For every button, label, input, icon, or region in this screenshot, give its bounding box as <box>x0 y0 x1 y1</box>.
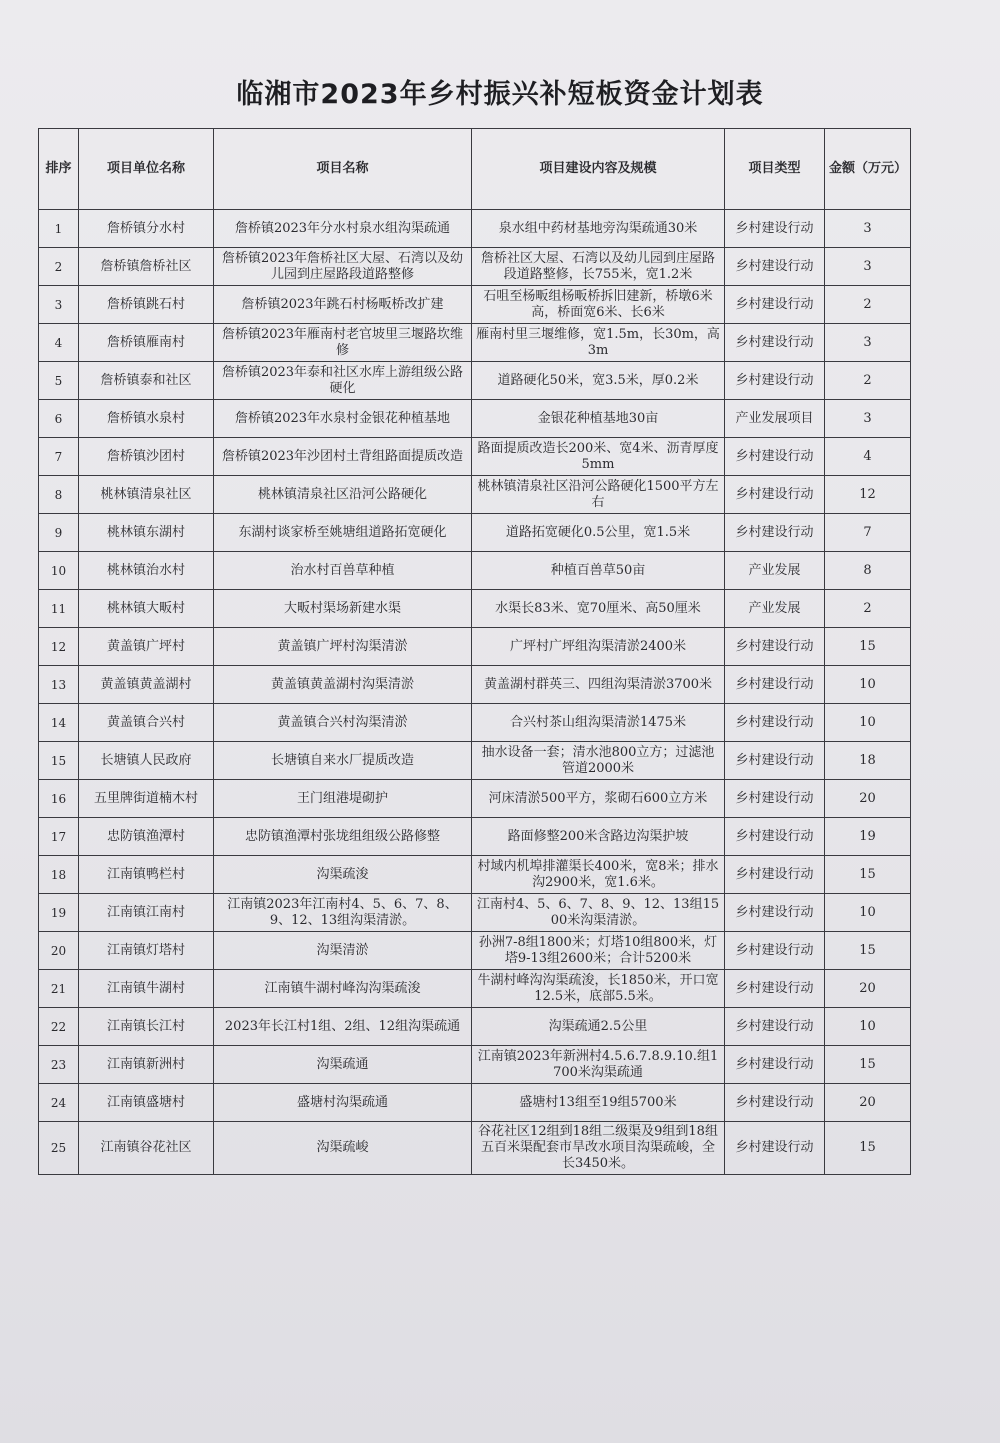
row-amount: 3 <box>825 324 911 362</box>
row-amount: 2 <box>825 590 911 628</box>
row-unit: 黄盖镇广坪村 <box>79 628 214 666</box>
table-row <box>39 704 911 742</box>
row-project-name: 黄盖镇广坪村沟渠清淤 <box>214 628 472 666</box>
row-content: 抽水设备一套；清水池800立方；过滤池管道2000米 <box>472 742 725 780</box>
row-order: 1 <box>39 210 79 248</box>
table-row <box>39 248 911 286</box>
row-project-name: 盛塘村沟渠疏通 <box>214 1084 472 1122</box>
row-unit: 桃林镇治水村 <box>79 552 214 590</box>
row-amount: 15 <box>825 1122 911 1175</box>
row-content: 道路硬化50米，宽3.5米，厚0.2米 <box>472 362 725 400</box>
row-type: 乡村建设行动 <box>725 666 825 704</box>
row-amount: 15 <box>825 856 911 894</box>
row-content: 沟渠疏通2.5公里 <box>472 1008 725 1046</box>
row-order: 7 <box>39 438 79 476</box>
row-order: 12 <box>39 628 79 666</box>
row-amount: 15 <box>825 932 911 970</box>
row-type: 乡村建设行动 <box>725 1008 825 1046</box>
row-amount: 2 <box>825 362 911 400</box>
row-project-name: 治水村百兽草种植 <box>214 552 472 590</box>
row-amount: 2 <box>825 286 911 324</box>
table-row <box>39 438 911 476</box>
row-project-name: 江南镇2023年江南村4、5、6、7、8、9、12、13组沟渠清淤。 <box>214 894 472 932</box>
row-order: 16 <box>39 780 79 818</box>
row-project-name: 黄盖镇合兴村沟渠清淤 <box>214 704 472 742</box>
row-amount: 3 <box>825 248 911 286</box>
col-header-type: 项目类型 <box>725 129 825 210</box>
row-unit: 黄盖镇合兴村 <box>79 704 214 742</box>
row-content: 河床清淤500平方，浆砌石600立方米 <box>472 780 725 818</box>
table-row <box>39 324 911 362</box>
row-order: 15 <box>39 742 79 780</box>
row-type: 乡村建设行动 <box>725 362 825 400</box>
row-unit: 江南镇盛塘村 <box>79 1084 214 1122</box>
row-unit: 五里牌街道楠木村 <box>79 780 214 818</box>
row-content: 牛湖村峰沟沟渠疏浚，长1850米，开口宽12.5米，底部5.5米。 <box>472 970 725 1008</box>
row-type: 乡村建设行动 <box>725 818 825 856</box>
row-type: 乡村建设行动 <box>725 704 825 742</box>
table-row <box>39 590 911 628</box>
row-order: 21 <box>39 970 79 1008</box>
row-content: 村域内机埠排灌渠长400米，宽8米；排水沟2900米，宽1.6米。 <box>472 856 725 894</box>
col-header-content: 项目建设内容及规模 <box>472 129 725 210</box>
row-order: 13 <box>39 666 79 704</box>
table-row <box>39 210 911 248</box>
row-unit: 詹桥镇跳石村 <box>79 286 214 324</box>
row-amount: 10 <box>825 704 911 742</box>
row-order: 24 <box>39 1084 79 1122</box>
row-project-name: 沟渠疏通 <box>214 1046 472 1084</box>
row-order: 6 <box>39 400 79 438</box>
row-project-name: 詹桥镇2023年跳石村杨畈桥改扩建 <box>214 286 472 324</box>
row-unit: 江南镇牛湖村 <box>79 970 214 1008</box>
row-unit: 江南镇鸭栏村 <box>79 856 214 894</box>
funding-plan-table <box>38 128 911 1175</box>
row-project-name: 沟渠疏峻 <box>214 1122 472 1175</box>
row-type: 乡村建设行动 <box>725 856 825 894</box>
row-type: 乡村建设行动 <box>725 970 825 1008</box>
row-unit: 忠防镇渔潭村 <box>79 818 214 856</box>
row-content: 黄盖湖村群英三、四组沟渠清淤3700米 <box>472 666 725 704</box>
table-row <box>39 628 911 666</box>
row-order: 23 <box>39 1046 79 1084</box>
row-amount: 15 <box>825 628 911 666</box>
row-content: 广坪村广坪组沟渠清淤2400米 <box>472 628 725 666</box>
row-amount: 20 <box>825 1084 911 1122</box>
row-project-name: 詹桥镇2023年雁南村老官坡里三堰路坎维修 <box>214 324 472 362</box>
row-order: 11 <box>39 590 79 628</box>
table-header-row <box>39 129 911 210</box>
row-order: 2 <box>39 248 79 286</box>
row-type: 乡村建设行动 <box>725 628 825 666</box>
row-project-name: 詹桥镇2023年泰和社区水库上游组级公路硬化 <box>214 362 472 400</box>
row-order: 3 <box>39 286 79 324</box>
row-type: 乡村建设行动 <box>725 1046 825 1084</box>
row-type: 乡村建设行动 <box>725 894 825 932</box>
row-unit: 詹桥镇詹桥社区 <box>79 248 214 286</box>
row-content: 路面提质改造长200米、宽4米、沥青厚度5mm <box>472 438 725 476</box>
row-order: 14 <box>39 704 79 742</box>
row-content: 盛塘村13组至19组5700米 <box>472 1084 725 1122</box>
row-unit: 江南镇灯塔村 <box>79 932 214 970</box>
row-type: 产业发展 <box>725 590 825 628</box>
row-content: 种植百兽草50亩 <box>472 552 725 590</box>
row-type: 产业发展项目 <box>725 400 825 438</box>
table-row <box>39 1122 911 1175</box>
table-row <box>39 552 911 590</box>
row-order: 17 <box>39 818 79 856</box>
col-header-order: 排序 <box>39 129 79 210</box>
row-amount: 10 <box>825 1008 911 1046</box>
table-row <box>39 780 911 818</box>
row-type: 乡村建设行动 <box>725 1084 825 1122</box>
row-project-name: 沟渠清淤 <box>214 932 472 970</box>
row-order: 8 <box>39 476 79 514</box>
row-unit: 江南镇谷花社区 <box>79 1122 214 1175</box>
row-project-name: 江南镇牛湖村峰沟沟渠疏浚 <box>214 970 472 1008</box>
row-order: 25 <box>39 1122 79 1175</box>
row-content: 江南镇2023年新洲村4.5.6.7.8.9.10.组1700米沟渠疏通 <box>472 1046 725 1084</box>
row-order: 9 <box>39 514 79 552</box>
row-project-name: 詹桥镇2023年分水村泉水组沟渠疏通 <box>214 210 472 248</box>
row-type: 乡村建设行动 <box>725 514 825 552</box>
row-content: 江南村4、5、6、7、8、9、12、13组1500米沟渠清淤。 <box>472 894 725 932</box>
row-unit: 桃林镇东湖村 <box>79 514 214 552</box>
row-type: 乡村建设行动 <box>725 1122 825 1175</box>
row-type: 乡村建设行动 <box>725 324 825 362</box>
row-unit: 江南镇新洲村 <box>79 1046 214 1084</box>
table-body <box>39 210 911 1175</box>
row-content: 孙洲7-8组1800米；灯塔10组800米，灯塔9-13组2600米；合计5200米 <box>472 932 725 970</box>
row-unit: 詹桥镇水泉村 <box>79 400 214 438</box>
row-project-name: 黄盖镇黄盖湖村沟渠清淤 <box>214 666 472 704</box>
document-title: 临湘市2023年乡村振兴补短板资金计划表 <box>236 79 764 110</box>
row-unit: 詹桥镇分水村 <box>79 210 214 248</box>
table-row <box>39 1046 911 1084</box>
table-row <box>39 286 911 324</box>
row-amount: 18 <box>825 742 911 780</box>
row-order: 5 <box>39 362 79 400</box>
row-unit: 詹桥镇沙团村 <box>79 438 214 476</box>
row-amount: 3 <box>825 210 911 248</box>
row-unit: 江南镇江南村 <box>79 894 214 932</box>
table-row <box>39 476 911 514</box>
row-content: 路面修整200米含路边沟渠护坡 <box>472 818 725 856</box>
row-content: 谷花社区12组到18组二级渠及9组到18组五百米渠配套市旱改水项目沟渠疏峻，全长3450米。 <box>472 1122 725 1175</box>
row-content: 合兴村茶山组沟渠清淤1475米 <box>472 704 725 742</box>
col-header-amount: 金额（万元） <box>825 129 911 210</box>
table-row <box>39 894 911 932</box>
row-order: 10 <box>39 552 79 590</box>
row-project-name: 桃林镇清泉社区沿河公路硬化 <box>214 476 472 514</box>
row-type: 乡村建设行动 <box>725 286 825 324</box>
row-unit: 詹桥镇泰和社区 <box>79 362 214 400</box>
col-header-unit: 项目单位名称 <box>79 129 214 210</box>
row-amount: 12 <box>825 476 911 514</box>
row-content: 泉水组中药材基地旁沟渠疏通30米 <box>472 210 725 248</box>
row-type: 乡村建设行动 <box>725 932 825 970</box>
row-amount: 19 <box>825 818 911 856</box>
row-amount: 20 <box>825 780 911 818</box>
table-row <box>39 1084 911 1122</box>
row-content: 雁南村里三堰维修，宽1.5m，长30m，高3m <box>472 324 725 362</box>
table-row <box>39 970 911 1008</box>
row-unit: 黄盖镇黄盖湖村 <box>79 666 214 704</box>
row-type: 乡村建设行动 <box>725 476 825 514</box>
table-row <box>39 932 911 970</box>
table-row <box>39 514 911 552</box>
row-amount: 20 <box>825 970 911 1008</box>
row-project-name: 大畈村渠场新建水渠 <box>214 590 472 628</box>
row-project-name: 王门组港堤砌护 <box>214 780 472 818</box>
table-row <box>39 400 911 438</box>
row-unit: 长塘镇人民政府 <box>79 742 214 780</box>
row-content: 道路拓宽硬化0.5公里，宽1.5米 <box>472 514 725 552</box>
row-amount: 4 <box>825 438 911 476</box>
row-order: 18 <box>39 856 79 894</box>
table-row <box>39 362 911 400</box>
row-project-name: 长塘镇自来水厂提质改造 <box>214 742 472 780</box>
row-content: 石咀至杨畈组杨畈桥拆旧建新，桥墩6米高，桥面宽6米、长6米 <box>472 286 725 324</box>
row-content: 桃林镇清泉社区沿河公路硬化1500平方左右 <box>472 476 725 514</box>
row-type: 乡村建设行动 <box>725 742 825 780</box>
col-header-project-name: 项目名称 <box>214 129 472 210</box>
row-project-name: 东湖村谈家桥至姚塘组道路拓宽硬化 <box>214 514 472 552</box>
row-amount: 3 <box>825 400 911 438</box>
row-project-name: 沟渠疏浚 <box>214 856 472 894</box>
row-type: 乡村建设行动 <box>725 210 825 248</box>
table-row <box>39 666 911 704</box>
row-project-name: 詹桥镇2023年水泉村金银花种植基地 <box>214 400 472 438</box>
row-project-name: 忠防镇渔潭村张垅组组级公路修整 <box>214 818 472 856</box>
row-content: 水渠长83米、宽70厘米、高50厘米 <box>472 590 725 628</box>
row-project-name: 詹桥镇2023年沙团村土背组路面提质改造 <box>214 438 472 476</box>
row-type: 乡村建设行动 <box>725 780 825 818</box>
row-order: 20 <box>39 932 79 970</box>
row-unit: 桃林镇清泉社区 <box>79 476 214 514</box>
table-row <box>39 1008 911 1046</box>
table-row <box>39 818 911 856</box>
row-content: 詹桥社区大屋、石湾以及幼儿园到庄屋路段道路整修，长755米，宽1.2米 <box>472 248 725 286</box>
row-unit: 江南镇长江村 <box>79 1008 214 1046</box>
row-content: 金银花种植基地30亩 <box>472 400 725 438</box>
row-order: 19 <box>39 894 79 932</box>
row-amount: 10 <box>825 666 911 704</box>
row-order: 22 <box>39 1008 79 1046</box>
row-amount: 10 <box>825 894 911 932</box>
row-amount: 8 <box>825 552 911 590</box>
row-amount: 7 <box>825 514 911 552</box>
row-type: 乡村建设行动 <box>725 438 825 476</box>
row-project-name: 2023年长江村1组、2组、12组沟渠疏通 <box>214 1008 472 1046</box>
row-amount: 15 <box>825 1046 911 1084</box>
table-row <box>39 856 911 894</box>
table-row <box>39 742 911 780</box>
row-project-name: 詹桥镇2023年詹桥社区大屋、石湾以及幼儿园到庄屋路段道路整修 <box>214 248 472 286</box>
row-type: 产业发展 <box>725 552 825 590</box>
row-type: 乡村建设行动 <box>725 248 825 286</box>
row-order: 4 <box>39 324 79 362</box>
row-unit: 桃林镇大畈村 <box>79 590 214 628</box>
row-unit: 詹桥镇雁南村 <box>79 324 214 362</box>
